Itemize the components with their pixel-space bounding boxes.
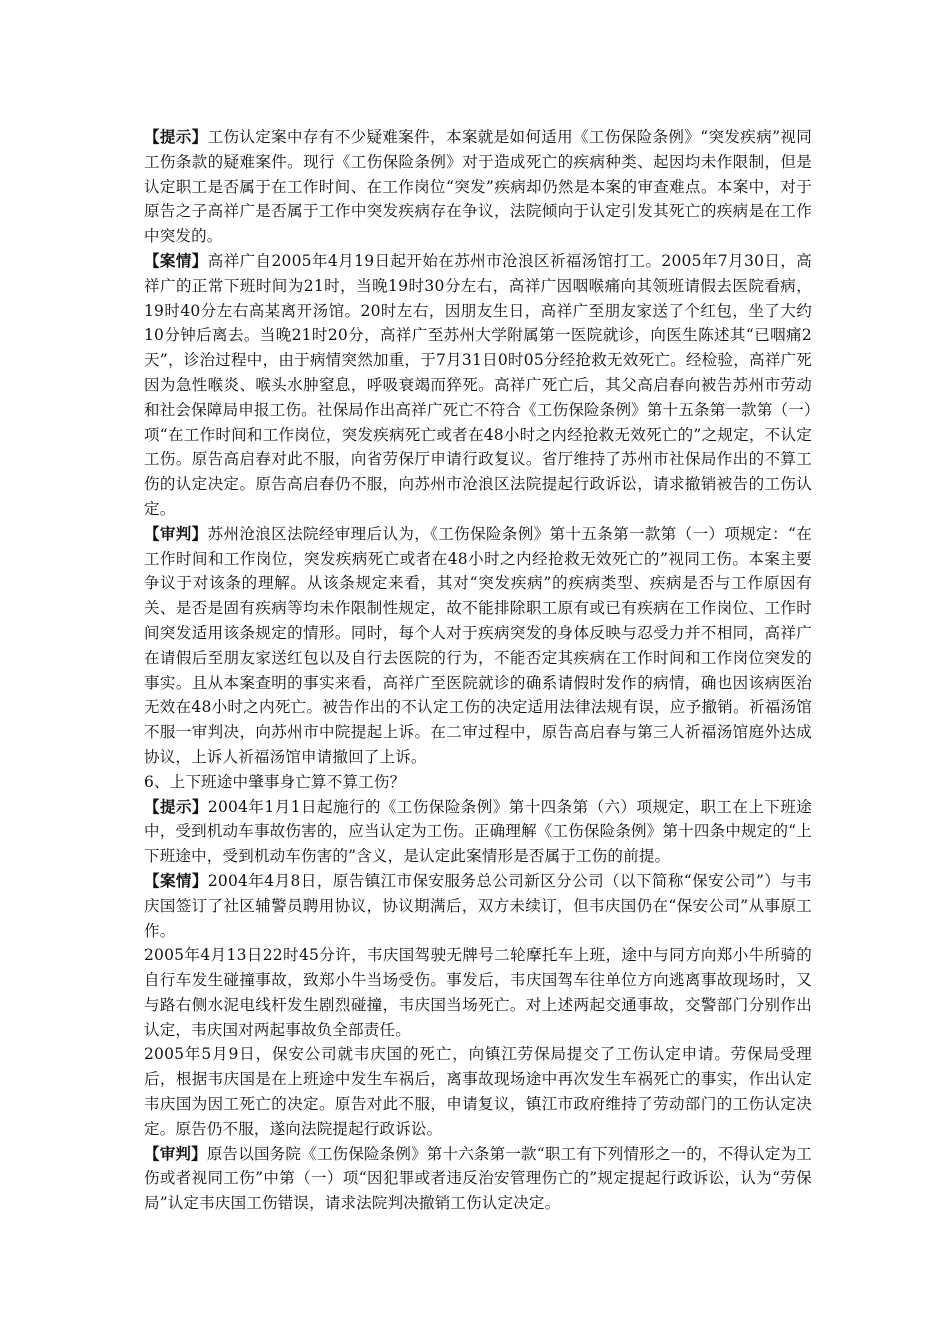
paragraph-text: 苏州沧浪区法院经审理后认为，《工伤保险条例》第十五条第一款第（一）项规定：“在工作时间和工作岗位，突发疾病死亡或者在48小时之内经抢救无效死亡的”视同工伤。本案主要争议于对该条的理解。从该条规定来看，其对“突发疾病”的疾病类型、疾病是否与工作原因有关、是否是固有疾病等均未作限制性规定，故不能排除职工原有或已有疾病在工作岗位、工作时间突发适用该条规定的情形。同时，每个人对于疾病突发的身体反映与忍受力并不相同，高祥广在请假后至朋友家送红包以及自行去医院的行为，不能否定其疾病在工作时间和工作岗位突发的事实。且从本案查明的事实来看，高祥广至医院就诊的确系请假时发作的病情，确也因该病医治无效在48小时之内死亡。被告作出的不认定工伤的决定适用法律法规有误，应予撤销。祈福汤馆不服一审判决，向苏州市中院提起上诉。在二审过程中，原告高启春与第三人祈福汤馆庭外达成协议，上诉人祈福汤馆申请撤回了上诉。 — [144, 524, 812, 766]
section-heading-6 — [144, 770, 812, 795]
paragraph-case-2-application — [144, 1042, 812, 1141]
paragraph-text: 2004年4月8日，原告镇江市保安服务总公司新区分公司（以下简称“保安公司”）与韦庆国签订了社区辅警员聘用协议，协议期满后，双方未续订，但韦庆国仍在“保安公司”从事原工作。 — [144, 871, 812, 940]
paragraph-tip-1 — [144, 125, 812, 249]
paragraph-judgment-1 — [144, 522, 812, 770]
document-body — [144, 125, 812, 1216]
paragraph-label: 【案情】 — [144, 870, 208, 890]
paragraph-text: 6、上下班途中肇事身亡算不算工伤？ — [144, 772, 406, 791]
paragraph-label: 【提示】 — [144, 796, 208, 816]
paragraph-text: 高祥广自2005年4月19日起开始在苏州市沧浪区祈福汤馆打工。2005年7月30日，高祥广的正常下班时间为21时，当晚19时30分左右，高祥广因咽喉痛向其领班请假去医院看病，19时40分左右高某离开汤馆。20时左右，因朋友生日，高祥广至朋友家送了个红包，坐了大约10分钟后离去。当晚21时20分，高祥广至苏州大学附属第一医院就诊，向医生陈述其“已咽痛2天”，诊治过程中，由于病情突然加重，于7月31日0时05分经抢救无效死亡。经检验，高祥广死因为急性喉炎、喉头水肿窒息，呼吸衰竭而猝死。高祥广死亡后，其父高启春向被告苏州市劳动和社会保障局申报工伤。社保局作出高祥广死亡不符合《工伤保险条例》第十五条第一款第（一）项“在工作时间和工作岗位，突发疾病死亡或者在48小时之内经抢救无效死亡的”之规定，不认定工伤。原告高启春对此不服，向省劳保厅申请行政复议。省厅维持了苏州市社保局作出的不算工伤的认定决定。原告高启春仍不服，向苏州市沧浪区法院提起行政诉讼，请求撤销被告的工伤认定。 — [144, 251, 812, 518]
paragraph-case-1 — [144, 249, 812, 522]
paragraph-label: 【提示】 — [144, 127, 208, 146]
paragraph-label: 【案情】 — [144, 250, 208, 270]
paragraph-case-2-accident — [144, 943, 812, 1042]
paragraph-label: 【审判】 — [144, 1143, 207, 1163]
paragraph-tip-2 — [144, 795, 812, 869]
paragraph-text: 2005年4月13日22时45分许，韦庆国驾驶无牌号二轮摩托车上班，途中与同方向郑小牛所骑的自行车发生碰撞事故，致郑小牛当场受伤。事发后，韦庆国驾车往单位方向逃离事故现场时，又与路右侧水泥电线杆发生剧烈碰撞，韦庆国当场死亡。对上述两起交通事故，交警部门分别作出认定，韦庆国对两起事故负全部责任。 — [144, 946, 812, 1039]
paragraph-text: 原告以国务院《工伤保险条例》第十六条第一款“职工有下列情形之一的，不得认定为工伤或者视同工伤”中第（一）项“因犯罪或者违反治安管理伤亡的”规定提起行政诉讼，认为“劳保局”认定韦庆国工伤错误，请求法院判决撤销工伤认定决定。 — [144, 1144, 812, 1213]
paragraph-text: 2005年5月9日，保安公司就韦庆国的死亡，向镇江劳保局提交了工伤认定申请。劳保局受理后，根据韦庆国是在上班途中发生车祸后，离事故现场途中再次发生车祸死亡的事实，作出认定韦庆国为因工死亡的决定。原告对此不服，申请复议，镇江市政府维持了劳动部门的工伤认定决定。原告仍不服，遂向法院提起行政诉讼。 — [144, 1045, 812, 1138]
paragraph-judgment-2 — [144, 1142, 812, 1216]
paragraph-case-2 — [144, 869, 812, 943]
paragraph-label: 【审判】 — [144, 523, 208, 543]
paragraph-text: 工伤认定案中存有不少疑难案件，本案就是如何适用《工伤保险条例》“突发疾病”视同工伤条款的疑难案件。现行《工伤保险条例》对于造成死亡的疾病种类、起因均未作限制，但是认定职工是否属于在工作时间、在工作岗位“突发”疾病却仍然是本案的审查难点。本案中，对于原告之子高祥广是否属于工作中突发疾病存在争议，法院倾向于认定引发其死亡的疾病是在工作中突发的。 — [144, 128, 812, 246]
paragraph-text: 2004年1月1日起施行的《工伤保险条例》第十四条第（六）项规定，职工在上下班途中，受到机动车事故伤害的，应当认定为工伤。正确理解《工伤保险条例》第十四条中规定的“上下班途中，受到机动车伤害的”含义，是认定此案情形是否属于工伤的前提。 — [144, 797, 812, 866]
